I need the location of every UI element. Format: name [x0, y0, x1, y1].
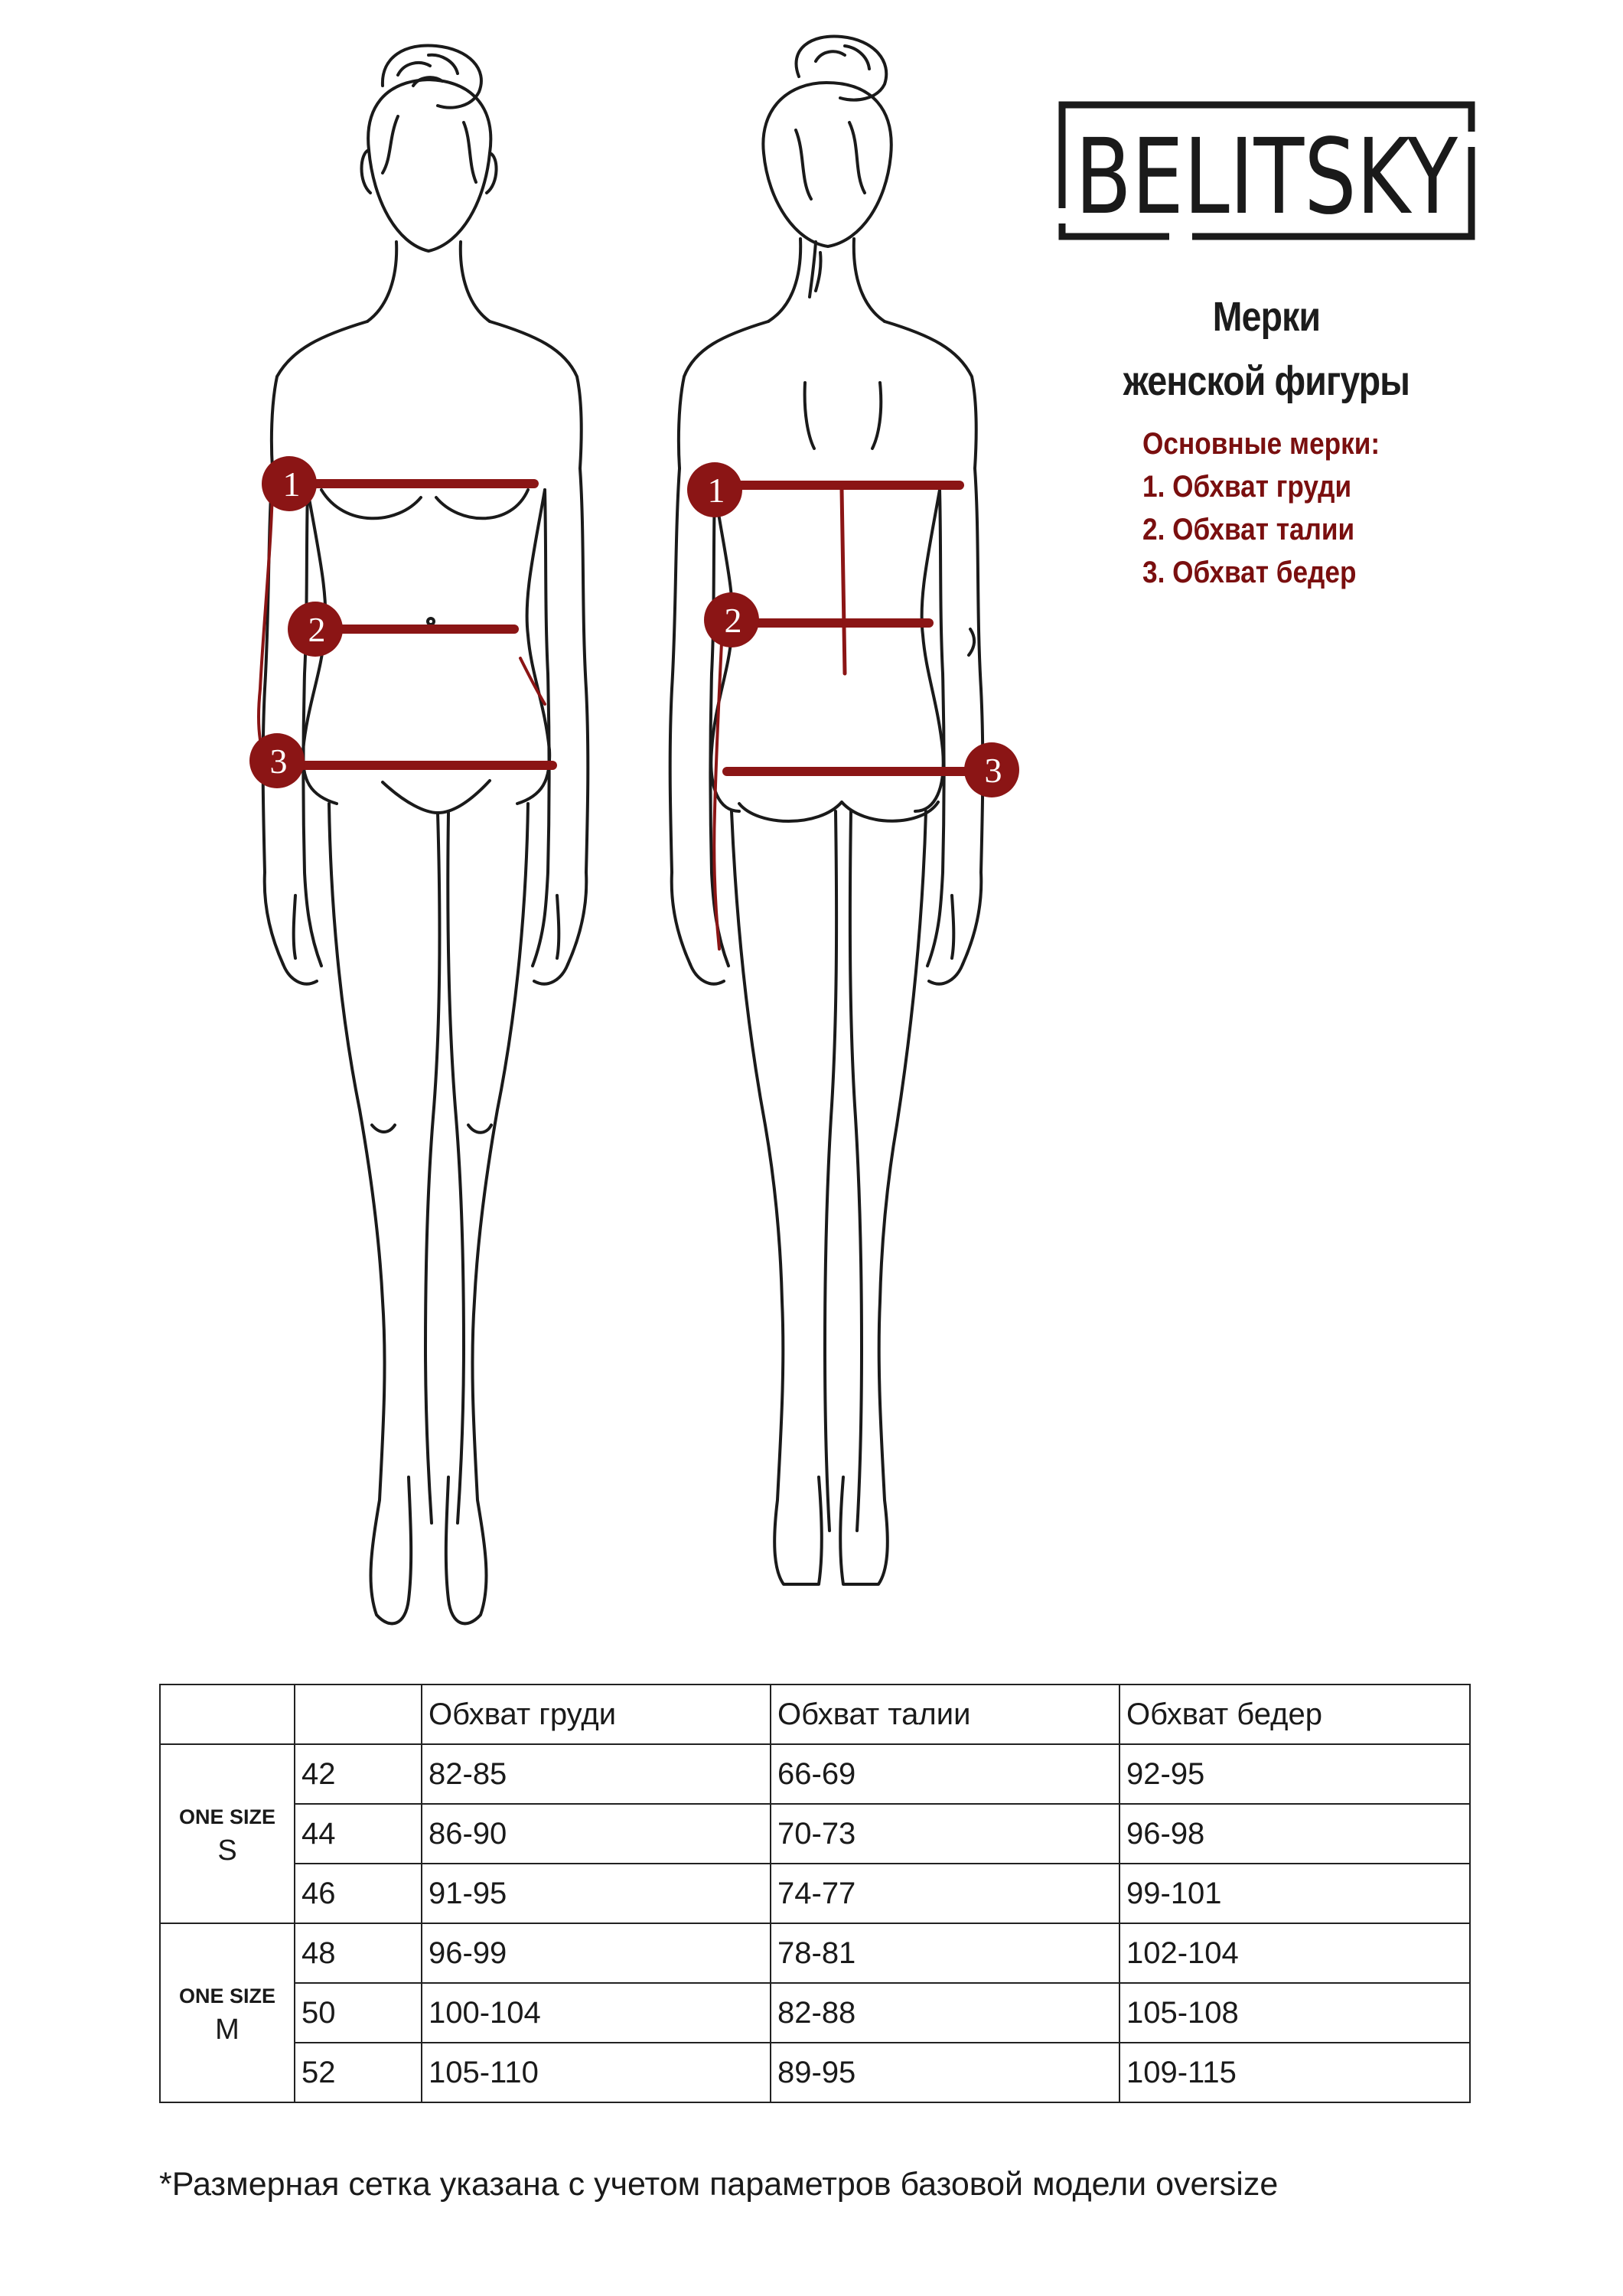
- measure-item-chest: 1. Обхват груди: [1142, 470, 1352, 504]
- size-table: [159, 1684, 1471, 2103]
- measurement-lines: [259, 484, 972, 949]
- table-row: [160, 1983, 1470, 2043]
- table-cell-size: 42: [295, 1744, 422, 1804]
- table-row: [160, 2043, 1470, 2102]
- table-row: [160, 1864, 1470, 1923]
- main-measures-list: [1142, 422, 1540, 594]
- size-group-label: ONE SIZE: [178, 1985, 276, 2007]
- table-cell-chest: 100-104: [422, 1983, 771, 2043]
- table-cell-waist: 74-77: [771, 1864, 1119, 1923]
- table-cell-chest: 96-99: [422, 1923, 771, 1983]
- table-cell-size: 52: [295, 2043, 422, 2102]
- marker-front-1: [262, 456, 317, 511]
- marker-label: 3: [984, 751, 1002, 790]
- marker-back-1: [687, 462, 742, 517]
- main-measures-title: Основные мерки:: [1142, 427, 1380, 461]
- table-row: [160, 1923, 1470, 1983]
- marker-front-3: [249, 733, 305, 788]
- table-header-hips: Обхват бедер: [1119, 1684, 1470, 1744]
- table-cell-chest: 86-90: [422, 1804, 771, 1864]
- brand-logo-text: BELITSKY: [1075, 117, 1458, 238]
- footnote: *Размерная сетка указана с учетом параметров базовой модели oversize: [159, 2166, 1279, 2203]
- table-header-cell: [295, 1684, 422, 1744]
- table-cell-waist: 78-81: [771, 1923, 1119, 1983]
- size-group-letter: S: [217, 1835, 237, 1867]
- table-cell-waist: 89-95: [771, 2043, 1119, 2102]
- marker-label: 1: [707, 471, 725, 510]
- marker-label: 3: [269, 742, 288, 781]
- table-cell-size: 50: [295, 1983, 422, 2043]
- table-cell-hips: 92-95: [1119, 1744, 1470, 1804]
- table-cell-hips: 109-115: [1119, 2043, 1470, 2102]
- size-group-s: [160, 1744, 295, 1923]
- size-group-label: ONE SIZE: [178, 1805, 276, 1828]
- table-cell-hips: 102-104: [1119, 1923, 1470, 1983]
- table-cell-chest: 105-110: [422, 2043, 771, 2102]
- table-header-cell: [160, 1684, 295, 1744]
- table-row: [160, 1804, 1470, 1864]
- marker-label: 2: [308, 610, 326, 649]
- table-cell-size: 44: [295, 1804, 422, 1864]
- table-cell-waist: 70-73: [771, 1804, 1119, 1864]
- table-cell-size: 46: [295, 1864, 422, 1923]
- table-cell-chest: 91-95: [422, 1864, 771, 1923]
- table-cell-hips: 105-108: [1119, 1983, 1470, 2043]
- size-group-letter: M: [215, 2014, 240, 2046]
- table-cell-size: 48: [295, 1923, 422, 1983]
- table-cell-waist: 82-88: [771, 1983, 1119, 2043]
- back-figure: [670, 36, 983, 1584]
- table-header-waist: Обхват талии: [771, 1684, 1119, 1744]
- table-row: [160, 1744, 1470, 1804]
- page-title-line-1: Мерки: [1212, 294, 1321, 340]
- table-cell-chest: 82-85: [422, 1744, 771, 1804]
- front-figure: [263, 45, 588, 1623]
- marker-label: 2: [724, 601, 742, 640]
- marker-back-3: [964, 742, 1019, 797]
- marker-back-2: [704, 592, 759, 647]
- table-cell-waist: 66-69: [771, 1744, 1119, 1804]
- measure-item-hips: 3. Обхват бедер: [1142, 556, 1357, 589]
- body-figures-illustration: [0, 0, 1071, 1668]
- brand-logo: [1058, 101, 1475, 240]
- measure-item-waist: 2. Обхват талии: [1142, 513, 1355, 546]
- table-cell-hips: 99-101: [1119, 1864, 1470, 1923]
- marker-label: 1: [282, 465, 301, 504]
- size-group-m: [160, 1923, 295, 2102]
- table-header-chest: Обхват груди: [422, 1684, 771, 1744]
- table-cell-hips: 96-98: [1119, 1804, 1470, 1864]
- table-header-row: [160, 1684, 1470, 1744]
- marker-front-2: [288, 602, 343, 657]
- page-title: [1056, 285, 1477, 413]
- page-title-line-2: женской фигуры: [1123, 358, 1410, 404]
